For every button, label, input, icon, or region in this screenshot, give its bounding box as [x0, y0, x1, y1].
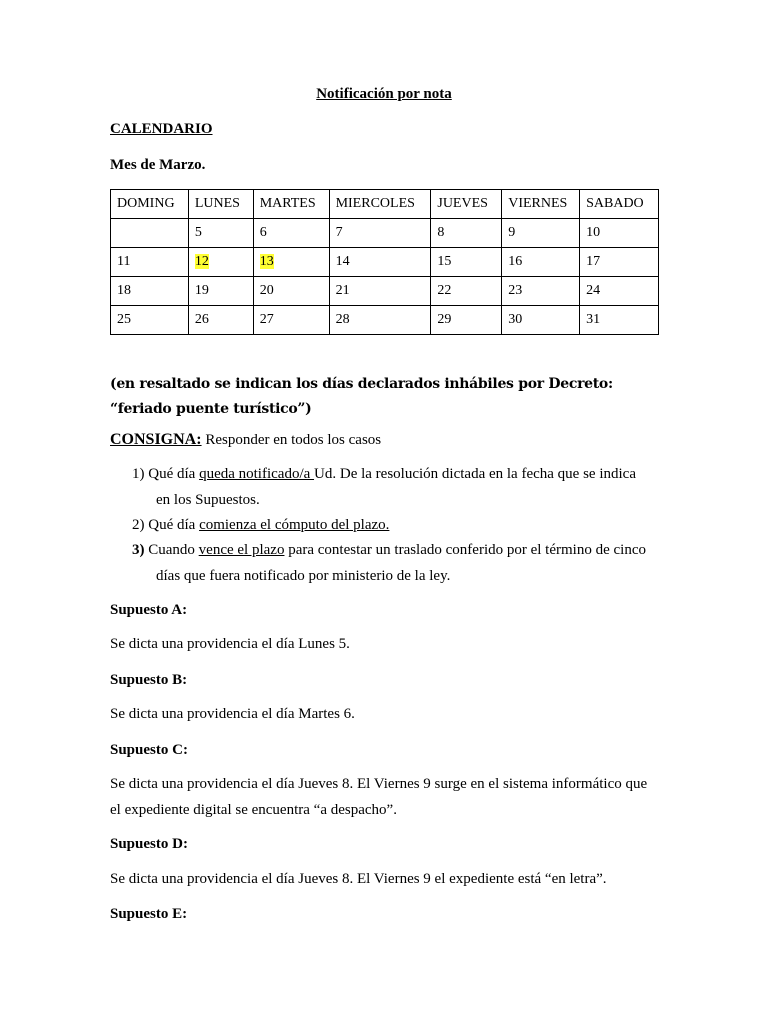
question-3-prefix: Cuando — [144, 542, 199, 558]
question-3 — [132, 542, 646, 559]
calendar-day-number: 25 — [117, 312, 131, 327]
consigna-line — [110, 431, 381, 449]
calendar-day-number: 16 — [508, 254, 523, 269]
question-3-continuation: días que fuera notificado por ministerio de la ley. — [156, 568, 451, 584]
calendar-day-cell — [580, 248, 659, 277]
calendar-heading: CALENDARIO — [110, 121, 213, 137]
highlight-note: (en resaltado se indican los días declarados inhábiles por Decreto: “feriado puente turístico”) — [110, 376, 613, 417]
question-2 — [132, 517, 389, 534]
calendar-day-number: 17 — [586, 254, 601, 269]
calendar-header-cell: LUNES — [188, 190, 253, 219]
supuesto-c-text-line2: el expediente digital se encuentra “a despacho”. — [110, 802, 397, 818]
calendar-day-cell — [111, 248, 189, 277]
supuesto-d-label: Supuesto D: — [110, 836, 188, 852]
calendar-day-number: 30 — [508, 312, 523, 327]
calendar-day-cell — [502, 306, 580, 335]
calendar-header-cell: JUEVES — [431, 190, 502, 219]
calendar-day-number: 10 — [586, 225, 601, 240]
supuesto-a-label: Supuesto A: — [110, 602, 188, 618]
calendar-day-cell — [188, 306, 253, 335]
supuesto-b-label: Supuesto B: — [110, 672, 188, 688]
supuesto-c-text-line1: Se dicta una providencia el día Jueves 8. El Viernes 9 surge en el sistema informático que — [110, 776, 648, 792]
document-title: Notificación por nota — [316, 86, 452, 102]
calendar-day-number: 18 — [117, 283, 131, 298]
calendar-day-cell — [329, 248, 431, 277]
question-1-continuation: en los Supuestos. — [156, 492, 260, 508]
calendar-day-number: 6 — [259, 225, 267, 240]
question-1-underlined: queda notificado/a — [199, 466, 315, 482]
calendar-day-cell — [111, 277, 189, 306]
calendar-day-cell — [502, 248, 580, 277]
supuesto-a-text: Se dicta una providencia el día Lunes 5. — [110, 636, 350, 652]
calendar-header-cell: VIERNES — [502, 190, 580, 219]
calendar-day-cell — [188, 219, 253, 248]
calendar-header-cell: MARTES — [253, 190, 329, 219]
calendar-day-number: 7 — [335, 225, 343, 240]
calendar-day-number: 31 — [586, 312, 601, 327]
calendar-day-number: 28 — [335, 312, 350, 327]
calendar-day-number: 27 — [259, 312, 274, 327]
calendar-day-cell — [111, 306, 189, 335]
question-3-number: 3) — [132, 542, 145, 558]
question-1-rest: Ud. De la resolución dictada en la fecha que se indica — [314, 466, 636, 482]
supuesto-e-label: Supuesto E: — [110, 906, 188, 922]
calendar-day-cell — [502, 277, 580, 306]
question-1-prefix: 1) Qué día — [132, 466, 200, 482]
calendar-week-row — [111, 306, 659, 335]
calendar-week-row — [111, 277, 659, 306]
calendar-day-number: 15 — [437, 254, 452, 269]
calendar-day-number: 8 — [437, 225, 445, 240]
calendar-table — [110, 189, 659, 335]
calendar-day-cell — [431, 277, 502, 306]
calendar-day-cell — [329, 219, 431, 248]
supuesto-c-label: Supuesto C: — [110, 742, 188, 758]
calendar-day-cell — [431, 248, 502, 277]
calendar-day-number: 9 — [508, 225, 516, 240]
calendar-day-cell — [502, 219, 580, 248]
calendar-week-row — [111, 219, 659, 248]
calendar-day-number: 24 — [586, 283, 601, 298]
calendar-day-number: 26 — [194, 312, 209, 327]
calendar-day-cell — [253, 219, 329, 248]
calendar-day-number: 13 — [259, 254, 274, 269]
calendar-day-number: 29 — [437, 312, 452, 327]
month-heading: Mes de Marzo. — [110, 157, 206, 173]
calendar-day-cell — [580, 306, 659, 335]
calendar-day-number: 21 — [335, 283, 350, 298]
calendar-day-cell — [188, 248, 253, 277]
calendar-day-number: 23 — [508, 283, 523, 298]
calendar-day-number: 11 — [117, 254, 131, 269]
calendar-day-cell — [329, 306, 431, 335]
calendar-header-row — [111, 190, 659, 219]
calendar-day-cell — [111, 219, 189, 248]
supuesto-b-text: Se dicta una providencia el día Martes 6. — [110, 706, 355, 722]
calendar-header-cell: DOMING — [111, 190, 189, 219]
calendar-day-cell — [253, 306, 329, 335]
calendar-week-row — [111, 248, 659, 277]
calendar-header-cell: MIERCOLES — [329, 190, 431, 219]
calendar-day-cell — [188, 277, 253, 306]
calendar-day-cell — [253, 277, 329, 306]
supuesto-d-text: Se dicta una providencia el día Jueves 8. El Viernes 9 el expediente está “en letra”. — [110, 871, 607, 887]
calendar-day-number: 14 — [335, 254, 350, 269]
calendar-day-cell — [431, 219, 502, 248]
question-3-rest: para contestar un traslado conferido por el término de cinco — [284, 542, 646, 558]
consigna-text: Responder en todos los casos — [205, 432, 382, 448]
calendar-day-number: 20 — [259, 283, 274, 298]
calendar-day-cell — [431, 306, 502, 335]
calendar-day-cell — [253, 248, 329, 277]
question-1 — [132, 466, 636, 483]
calendar-day-number: 5 — [194, 225, 202, 240]
question-2-prefix: 2) Qué día — [132, 517, 200, 533]
question-2-underlined: comienza el cómputo del plazo. — [199, 517, 390, 533]
calendar-day-cell — [329, 277, 431, 306]
question-3-underlined: vence el plazo — [198, 542, 285, 558]
calendar-header-cell: SABADO — [580, 190, 659, 219]
calendar-day-cell — [580, 277, 659, 306]
calendar-day-cell — [580, 219, 659, 248]
consigna-label: CONSIGNA: — [110, 431, 202, 448]
calendar-day-number: 19 — [194, 283, 209, 298]
calendar-day-number: 22 — [437, 283, 452, 298]
calendar-day-number: 12 — [194, 254, 209, 269]
